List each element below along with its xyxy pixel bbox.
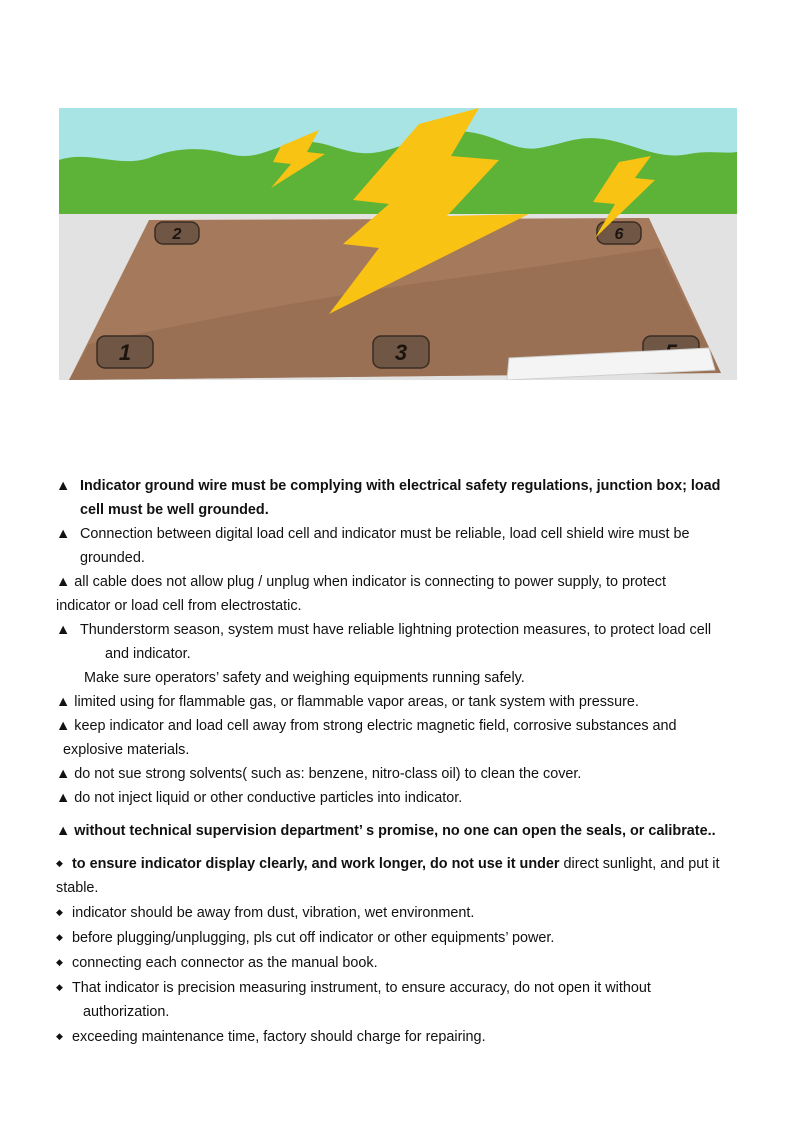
caution-cable-plug [56,570,738,618]
diamond-bullet-icon: ◆ [56,982,63,992]
triangle-bullet-icon: ▲ [56,478,71,494]
load-cell-pad-number: 1 [118,339,132,365]
caution-liquid [56,786,738,810]
triangle-bullet-icon: ▲ [56,574,71,590]
note-text: before plugging/unplugging, pls cut off indicator or other equipments’ power. [72,930,555,946]
note-text: connecting each connector as the manual book. [72,955,378,971]
caution-text: Indicator ground wire must be complying with electrical safety regulations, junction box; load [80,478,721,494]
note-dust [56,900,738,925]
note-text: stable. [56,880,99,896]
note-plugging [56,925,738,950]
triangle-bullet-icon: ▲ [56,823,71,839]
triangle-bullet-icon: ▲ [56,526,71,542]
note-text: authorization. [83,1004,170,1020]
caution-text: do not inject liquid or other conductive particles into indicator. [74,790,463,806]
note-bold-text: to ensure indicator display clearly, and work longer, do not use it under [72,856,560,872]
caution-text: Thunderstorm season, system must have reliable lightning protection measures, to protect load cell [80,622,712,638]
caution-thunderstorm [56,618,738,666]
caution-ground-wire [56,474,738,522]
load-cell-pad-number: 6 [614,225,624,243]
caution-text: all cable does not allow plug / unplug when indicator is connecting to power supply, to protect [74,574,666,590]
note-text: That indicator is precision measuring instrument, to ensure accuracy, do not open it without [72,980,651,996]
caution-text: cell must be well grounded. [80,502,269,518]
caution-text: Make sure operators’ safety and weighing equipments running safely. [84,670,525,686]
note-text: direct sunlight, and put it [559,856,720,872]
diamond-bullet-icon: ◆ [56,858,63,868]
note-sunlight [56,851,738,900]
triangle-bullet-icon: ▲ [56,790,71,806]
triangle-bullet-icon: ▲ [56,694,71,710]
diamond-bullet-icon: ◆ [56,957,63,967]
diamond-bullet-icon: ◆ [56,932,63,942]
note-text: exceeding maintenance time, factory should charge for repairing. [72,1029,486,1045]
caution-text: explosive materials. [63,742,190,758]
lightning-scale-illustration [59,108,737,380]
caution-thunderstorm-safety [56,666,738,690]
caution-digital-load-cell [56,522,738,570]
caution-text: do not sue strong solvents( such as: benzene, nitro-class oil) to clean the cover. [74,766,582,782]
note-text: indicator should be away from dust, vibration, wet environment. [72,905,475,921]
caution-text: limited using for flammable gas, or flammable vapor areas, or tank system with pressure. [74,694,639,710]
triangle-bullet-icon: ▲ [56,766,71,782]
caution-solvents [56,762,738,786]
caution-magnetic-field [56,714,738,762]
caution-text: indicator or load cell from electrostatic. [56,598,302,614]
caution-seals [56,819,738,843]
safety-instructions [56,474,738,1049]
note-maintenance [56,1024,738,1049]
caution-text: Connection between digital load cell and indicator must be reliable, load cell shield wire must be [80,526,690,542]
note-connector [56,950,738,975]
triangle-bullet-icon: ▲ [56,622,71,638]
note-precision [56,975,738,1024]
caution-text: and indicator. [105,646,191,662]
caution-flammable [56,690,738,714]
caution-text: keep indicator and load cell away from strong electric magnetic field, corrosive substances and [74,718,677,734]
diamond-bullet-icon: ◆ [56,1031,63,1041]
scale-lightning-drawing [59,108,737,380]
caution-text: grounded. [80,550,145,566]
load-cell-pad-number: 3 [394,339,408,365]
diamond-bullet-icon: ◆ [56,907,63,917]
caution-text: without technical supervision department’ s promise, no one can open the seals, or calibrate.. [74,823,716,839]
load-cell-pad-number: 2 [172,225,182,243]
triangle-bullet-icon: ▲ [56,718,71,734]
